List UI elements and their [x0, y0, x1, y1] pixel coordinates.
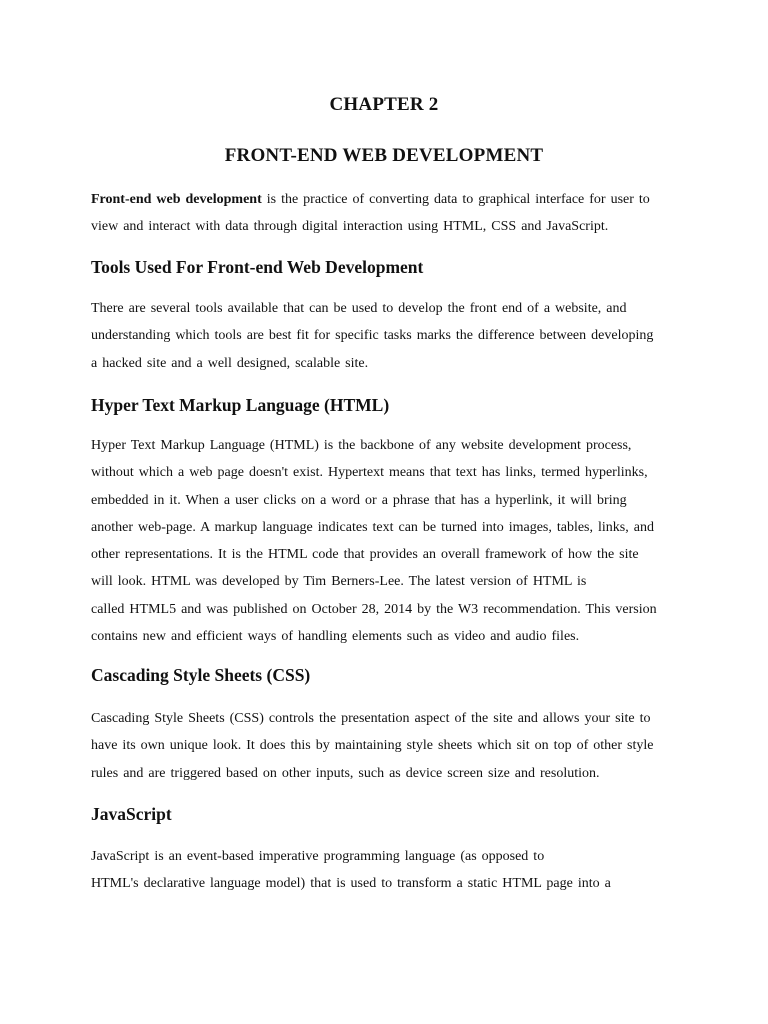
paragraph-line: called HTML5 and was published on October 28, 2014 by the W3 recommendation. This version [91, 601, 657, 617]
section-paragraph-html [91, 432, 657, 650]
paragraph-line: Hyper Text Markup Language (HTML) is the backbone of any website development process, [91, 438, 632, 453]
paragraph-line: contains new and efficient ways of handling elements such as video and audio files. [91, 629, 580, 645]
paragraph-line: There are several tools available that can be used to develop the front end of a website, and [91, 301, 627, 316]
paragraph-line: JavaScript is an event-based imperative programming language (as opposed to [91, 849, 545, 864]
intro-line-1 [91, 186, 650, 213]
intro-term: Front-end web development [91, 192, 262, 207]
chapter-title: FRONT-END WEB DEVELOPMENT [224, 145, 544, 166]
section-heading-css: Cascading Style Sheets (CSS) [91, 665, 311, 685]
section-heading-javascript: JavaScript [91, 804, 172, 824]
paragraph-line: a hacked site and a well designed, scalable site. [91, 355, 369, 371]
section-heading-html: Hyper Text Markup Language (HTML) [91, 395, 390, 415]
paragraph-line: other representations. It is the HTML code that provides an overall framework of how the site [91, 547, 639, 563]
section-heading-tools: Tools Used For Front-end Web Development [91, 257, 424, 277]
paragraph-line: Cascading Style Sheets (CSS) controls the presentation aspect of the site and allows your site to [91, 711, 651, 726]
paragraph-line: will look. HTML was developed by Tim Berners-Lee. The latest version of HTML is [91, 574, 587, 590]
intro-line-2: view and interact with data through digital interaction using HTML, CSS and JavaScript. [91, 219, 609, 235]
paragraph-line: embedded in it. When a user clicks on a word or a phrase that has a hyperlink, it will bring [91, 492, 627, 508]
paragraph-line: another web-page. A markup language indicates text can be turned into images, tables, links, and [91, 519, 654, 535]
paragraph-line: have its own unique look. It does this by maintaining style sheets which sit on top of other style [91, 738, 654, 754]
intro-line-1-rest: is the practice of converting data to graphical interface for user to [261, 192, 650, 207]
paragraph-line: rules and are triggered based on other inputs, such as device screen size and resolution. [91, 765, 600, 781]
paragraph-line: without which a web page doesn't exist. Hypertext means that text has links, termed hyperlinks, [91, 465, 648, 481]
section-paragraph-css [91, 705, 653, 787]
intro-paragraph [91, 186, 650, 241]
section-paragraph-javascript [91, 843, 611, 898]
paragraph-line: understanding which tools are best fit for specific tasks marks the difference between developing [91, 328, 654, 344]
section-paragraph-tools [91, 295, 653, 377]
paragraph-line: HTML's declarative language model) that is used to transform a static HTML page into a [91, 876, 611, 892]
chapter-number: CHAPTER 2 [329, 94, 439, 115]
